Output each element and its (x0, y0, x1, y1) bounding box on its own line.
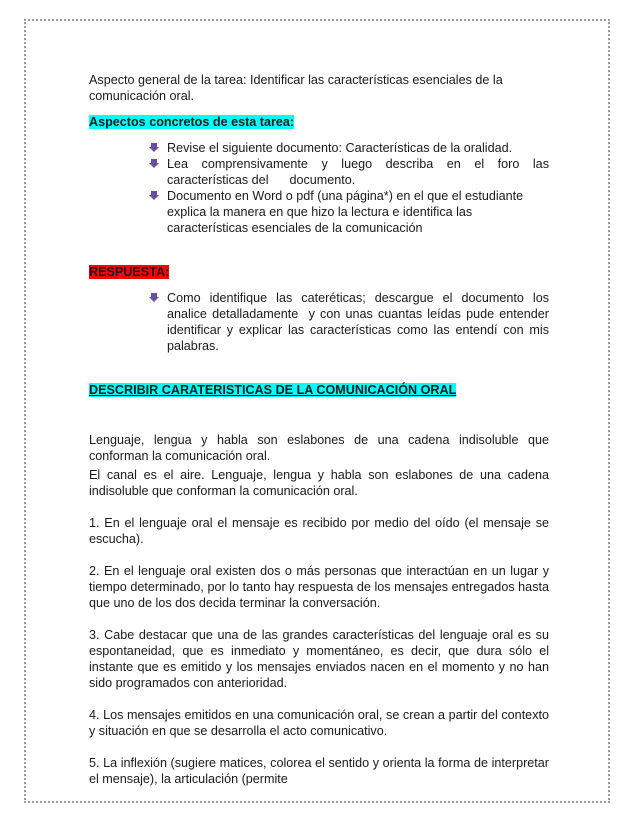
list-item: Lea comprensivamente y luego describa en el foro las características del documento. (89, 156, 549, 188)
answer-list (89, 290, 553, 354)
paragraph: 5. La inflexión (sugiere matices, colorea el sentido y orienta la forma de interpretar el mensaje), la articulación (permite (89, 756, 549, 786)
list-item: Revise el siguiente documento: Características de la oralidad. (89, 140, 549, 156)
paragraph: 1. En el lenguaje oral el mensaje es recibido por medio del oído (el mensaje se escucha). (89, 516, 549, 546)
task-intro: Aspecto general de la tarea: Identificar las características esenciales de la comunicación oral. (89, 73, 503, 103)
arrow-bullet-icon (149, 293, 159, 302)
paragraph: 2. En el lenguaje oral existen dos o más personas que interactúan en un lugar y tiempo determinado, por lo tanto hay respuesta de los mensajes entregados hasta que uno de los dos decida terminar la conversación. (89, 564, 549, 610)
list-item: Documento en Word o pdf (una página*) en el que el estudiante explica la manera en que hizo la lectura e identifica las características esenciales de la comunicación (89, 188, 549, 236)
paragraph: Lenguaje, lengua y habla son eslabones de una cadena indisoluble que conforman la comunicación oral. (89, 433, 549, 463)
paragraph: 3. Cabe destacar que una de las grandes características del lenguaje oral es su espontaneidad, que es inmediato y momentáneo, es decir, que dura sólo el instante que es emitido y los mensajes enviados nacen en el momento y no han sido programados con anterioridad. (89, 628, 549, 690)
aspects-list (89, 140, 553, 236)
list-item: Como identifique las cateréticas; descargue el documento los analice detalladamente y con unas cuantas leídas pude entender identificar y explicar las características como las entendí con mis palabras. (89, 290, 549, 354)
arrow-bullet-icon (149, 143, 159, 152)
paragraph: 4. Los mensajes emitidos en una comunicación oral, se crean a partir del contexto y situación en que se desarrolla el acto comunicativo. (89, 708, 549, 738)
arrow-bullet-icon (149, 191, 159, 200)
section-heading: DESCRIBIR CARATERISTICAS DE LA COMUNICACIÓN ORAL (89, 383, 457, 397)
arrow-bullet-icon (149, 159, 159, 168)
answer-heading: RESPUESTA: (89, 265, 170, 279)
paragraph: El canal es el aire. Lenguaje, lengua y habla son eslabones de una cadena indisoluble que conforman la comunicación oral. (89, 468, 549, 498)
document-body (89, 72, 553, 787)
aspects-heading: Aspectos concretos de esta tarea: (89, 115, 295, 129)
